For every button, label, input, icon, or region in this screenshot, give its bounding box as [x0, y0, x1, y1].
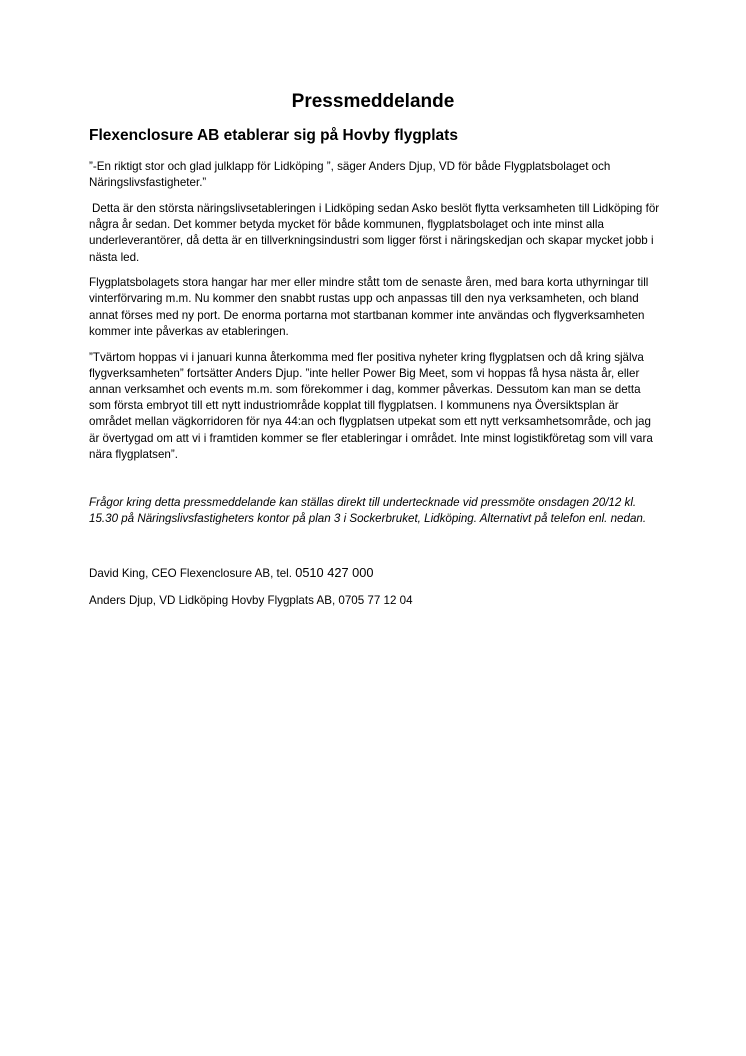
paragraph-hangar: Flygplatsbolagets stora hangar har mer eller mindre stått tom de senaste åren, med bara korta uthyrningar till vinterförvaring m.m. Nu kommer den snabbt rustas upp och anpassas till den nya verksamheten, och bland annat förses med ny port. De enorma portarna mot startbanan kommer inte användas och flygverksamheten kommer inte påverkas av etableringen.	[89, 276, 649, 338]
document-subtitle: Flexenclosure AB etablerar sig på Hovby flygplats	[89, 127, 458, 144]
paragraph-establishment: Detta är den största näringslivsetableringen i Lidköping sedan Asko beslöt flytta verksamheten till Lidköping för några år sedan. Det kommer betyda mycket för både kommunen, flygplatsbolaget och inte minst alla underleverantörer, då detta är en tillverkningsindustri som ligger först i näringskedjan och skapar mycket jobb i nästa led.	[89, 201, 660, 264]
signature-anders-djup: Anders Djup, VD Lidköping Hovby Flygplats AB, 0705 77 12 04	[89, 593, 413, 607]
signature-david-king	[89, 565, 661, 582]
document-body	[89, 126, 661, 609]
paragraph-future: ”Tvärtom hoppas vi i januari kunna återkomma med fler positiva nyheter kring flygplatsen och då kring själva flygverksamheten” fortsätter Anders Djup. ”inte heller Power Big Meet, som vi hoppas få hysa nästa år, eller annan verksamhet och events m.m. som förekommer i dag, kommer påverkas. Dessutom kan man se detta som första embryot till ett nytt industriområde kopplat till flygplatsen. I kommunens nya Översiktsplan är området mellan vägkorridoren för nya 44:an och flygplatsen utpekat som ett nytt verksamhetsområde, och jag är övertygad om att vi i framtiden kommer se fler etableringar i området. Inte minst logistikföretag som vill vara nära flygplatsen”.	[89, 350, 653, 461]
document-title: Pressmeddelande	[291, 91, 455, 112]
signature-david-king-text: David King, CEO Flexenclosure AB, tel.	[89, 567, 296, 581]
signature-david-king-phone: 0510 427 000	[295, 565, 374, 581]
paragraph-quote: ”-En riktigt stor och glad julklapp för Lidköping ”, säger Anders Djup, VD för både Flygplatsbolaget och Näringslivsfastigheter.”	[89, 160, 611, 190]
contact-note: Frågor kring detta pressmeddelande kan ställas direkt till undertecknade vid pressmöte onsdagen 20/12 kl. 15.30 på Näringslivsfastigheters kontor på plan 3 i Sockerbruket, Lidköping. Alternativt på telefon enl. nedan.	[89, 495, 647, 526]
